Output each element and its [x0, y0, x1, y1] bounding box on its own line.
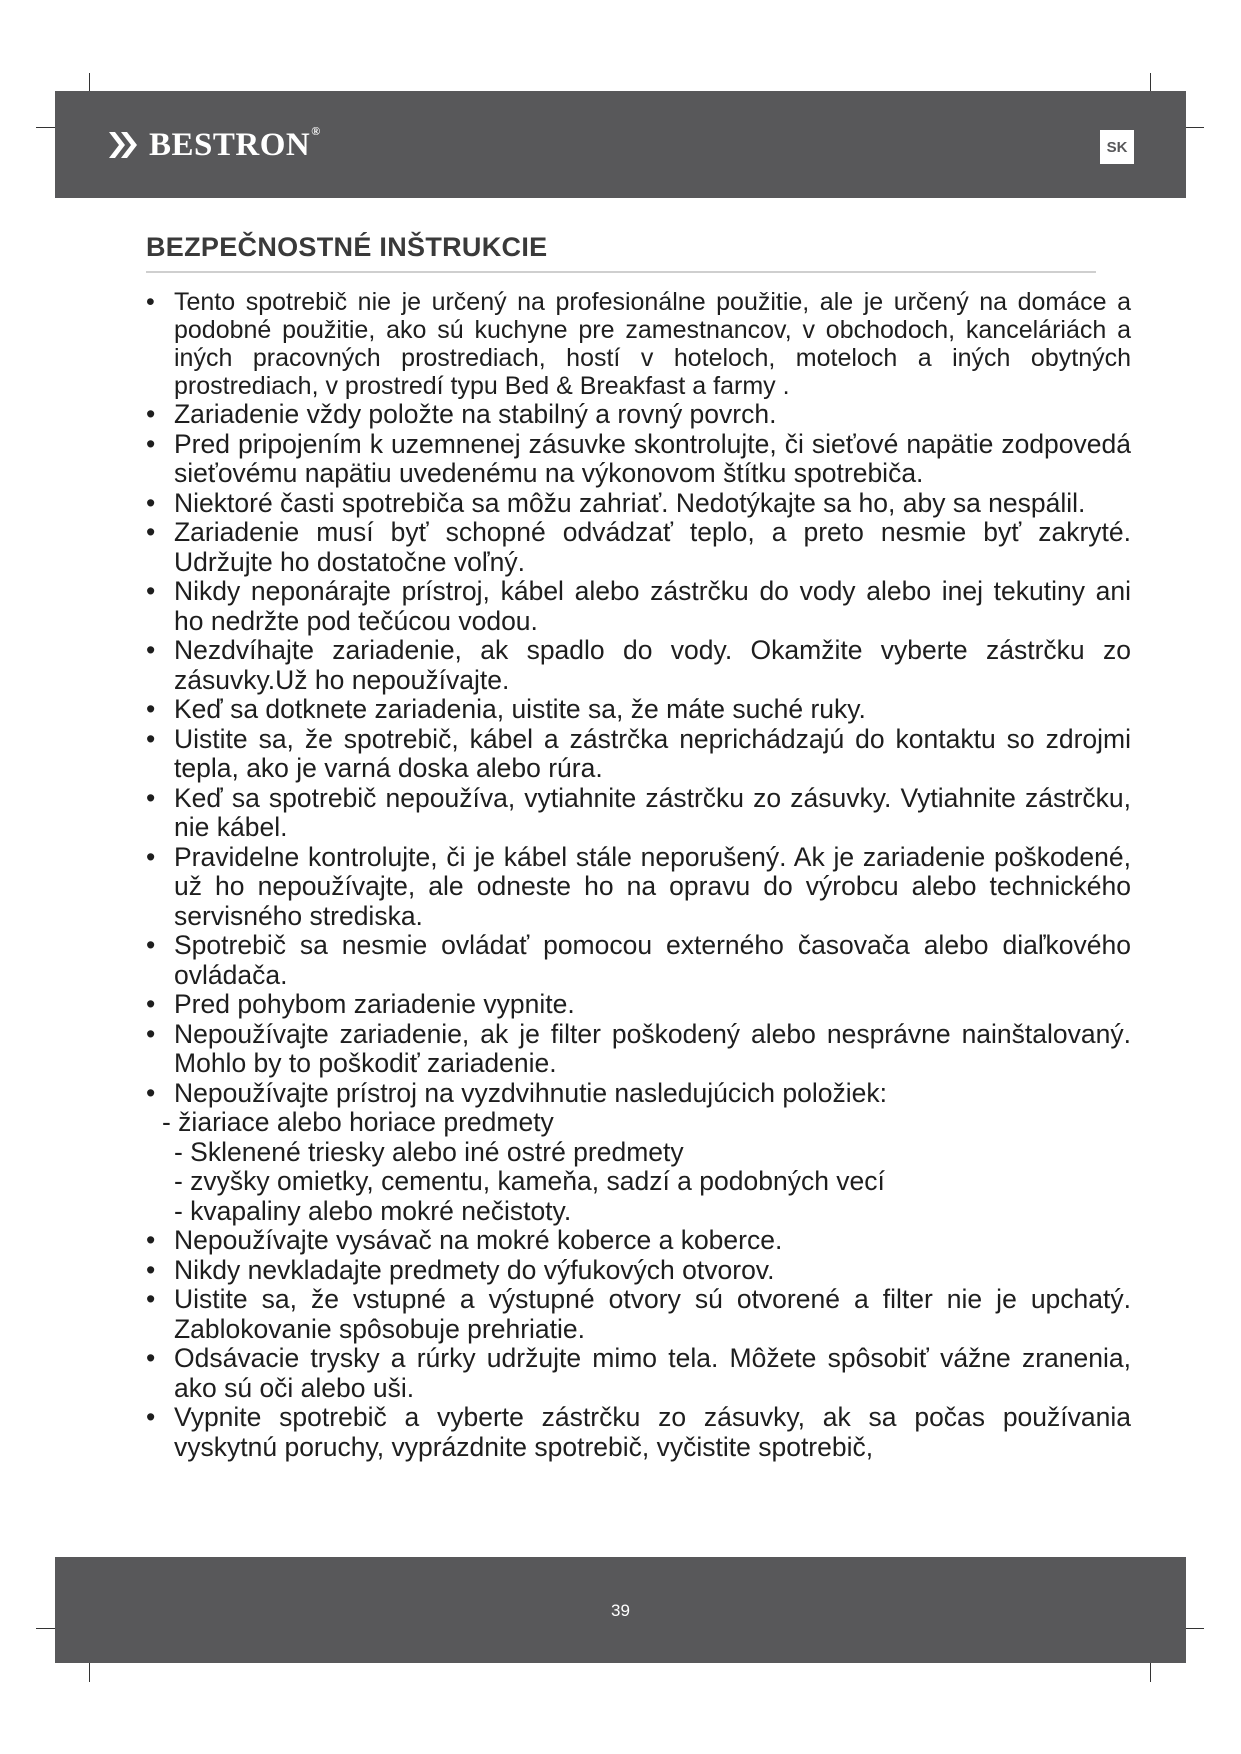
list-item: • Pred pohybom zariadenie vypnite. — [146, 990, 1131, 1020]
list-item: • Spotrebič sa nesmie ovládať pomocou externého časovača alebo diaľkového ovládača. — [146, 931, 1131, 990]
list-item: • Keď sa spotrebič nepoužíva, vytiahnite zástrčku zo zásuvky. Vytiahnite zástrčku, nie kábel. — [146, 784, 1131, 843]
list-item — [146, 1079, 1131, 1227]
list-item: • Odsávacie trysky a rúrky udržujte mimo tela. Môžete spôsobiť vážne zranenia, ako sú oči alebo uši. — [146, 1344, 1131, 1403]
list-item: • Pravidelne kontrolujte, či je kábel stále neporušený. Ak je zariadenie poškodené, už ho nepoužívajte, ale odneste ho na opravu do výrobcu alebo technického servisného strediska. — [146, 843, 1131, 932]
title-divider — [146, 271, 1096, 273]
language-badge: SK — [1100, 130, 1134, 164]
page-footer — [55, 1557, 1186, 1663]
registered-mark: ® — [311, 123, 321, 138]
double-chevron-logo-icon — [107, 128, 141, 162]
list-item: • Nezdvíhajte zariadenie, ak spadlo do vody. Okamžite vyberte zástrčku zo zásuvky.Už ho nepoužívajte. — [146, 636, 1131, 695]
page-number: 39 — [611, 1601, 630, 1620]
list-item: • Tento spotrebič nie je určený na profesionálne použitie, ale je určený na domáce a podobné použitie, ako sú kuchyne pre zamestnancov, v obchodoch, kanceláriách a iných pracovných prostrediach, hostí v hoteloch, moteloch a iných obytných prostrediach, v prostredí typu Bed & Breakfast a farmy . — [146, 288, 1131, 400]
list-item: • Pred pripojením k uzemnenej zásuvke skontrolujte, či sieťové napätie zodpovedá sieťovému napätiu uvedenému na výkonovom štítku spotrebiča. — [146, 430, 1131, 489]
sub-list-item: - zvyšky omietky, cementu, kameňa, sadzí a podobných vecí — [174, 1166, 885, 1196]
list-item: • Keď sa dotknete zariadenia, uistite sa, že máte suché ruky. — [146, 695, 1131, 725]
list-item: • Vypnite spotrebič a vyberte zástrčku zo zásuvky, ak sa počas používania vyskytnú poruchy, vyprázdnite spotrebič, vyčistite spotrebič, — [146, 1403, 1131, 1462]
list-item: • Nikdy neponárajte prístroj, kábel alebo zástrčku do vody alebo inej tekutiny ani ho nedržte pod tečúcou vodou. — [146, 577, 1131, 636]
page-title: BEZPEČNOSTNÉ INŠTRUKCIE — [146, 232, 548, 262]
sub-list-item: - žiariace alebo horiace predmety — [162, 1107, 554, 1137]
list-item: • Nepoužívajte zariadenie, ak je filter poškodený alebo nesprávne nainštalovaný. Mohlo by to poškodiť zariadenie. — [146, 1020, 1131, 1079]
list-item: • Zariadenie musí byť schopné odvádzať teplo, a preto nesmie byť zakryté. Udržujte ho dostatočne voľný. — [146, 518, 1131, 577]
list-item: • Nepoužívajte vysávač na mokré koberce a koberce. — [146, 1226, 1131, 1256]
brand-logo — [107, 123, 321, 163]
list-item: • Uistite sa, že vstupné a výstupné otvory sú otvorené a filter nie je upchatý. Zablokovanie spôsobuje prehriatie. — [146, 1285, 1131, 1344]
sub-list-item: - Sklenené triesky alebo iné ostré predmety — [174, 1136, 684, 1167]
list-item-text: Nepoužívajte prístroj na vyzdvihnutie nasledujúcich položiek: — [174, 1077, 887, 1108]
page-header — [55, 91, 1186, 198]
sub-list — [162, 1107, 1131, 1226]
list-item: • Niektoré časti spotrebiča sa môžu zahriať. Nedotýkajte sa ho, aby sa nespálil. — [146, 489, 1131, 519]
instruction-list — [146, 288, 1131, 1462]
list-item: • Uistite sa, že spotrebič, kábel a zástrčka neprichádzajú do kontaktu so zdrojmi tepla, ako je varná doska alebo rúra. — [146, 725, 1131, 784]
list-item: • Zariadenie vždy položte na stabilný a rovný povrch. — [146, 400, 1131, 430]
sub-list-item: - kvapaliny alebo mokré nečistoty. — [174, 1195, 572, 1226]
brand-name: BESTRON® — [149, 123, 321, 163]
list-item: • Nikdy nevkladajte predmety do výfukových otvorov. — [146, 1256, 1131, 1286]
